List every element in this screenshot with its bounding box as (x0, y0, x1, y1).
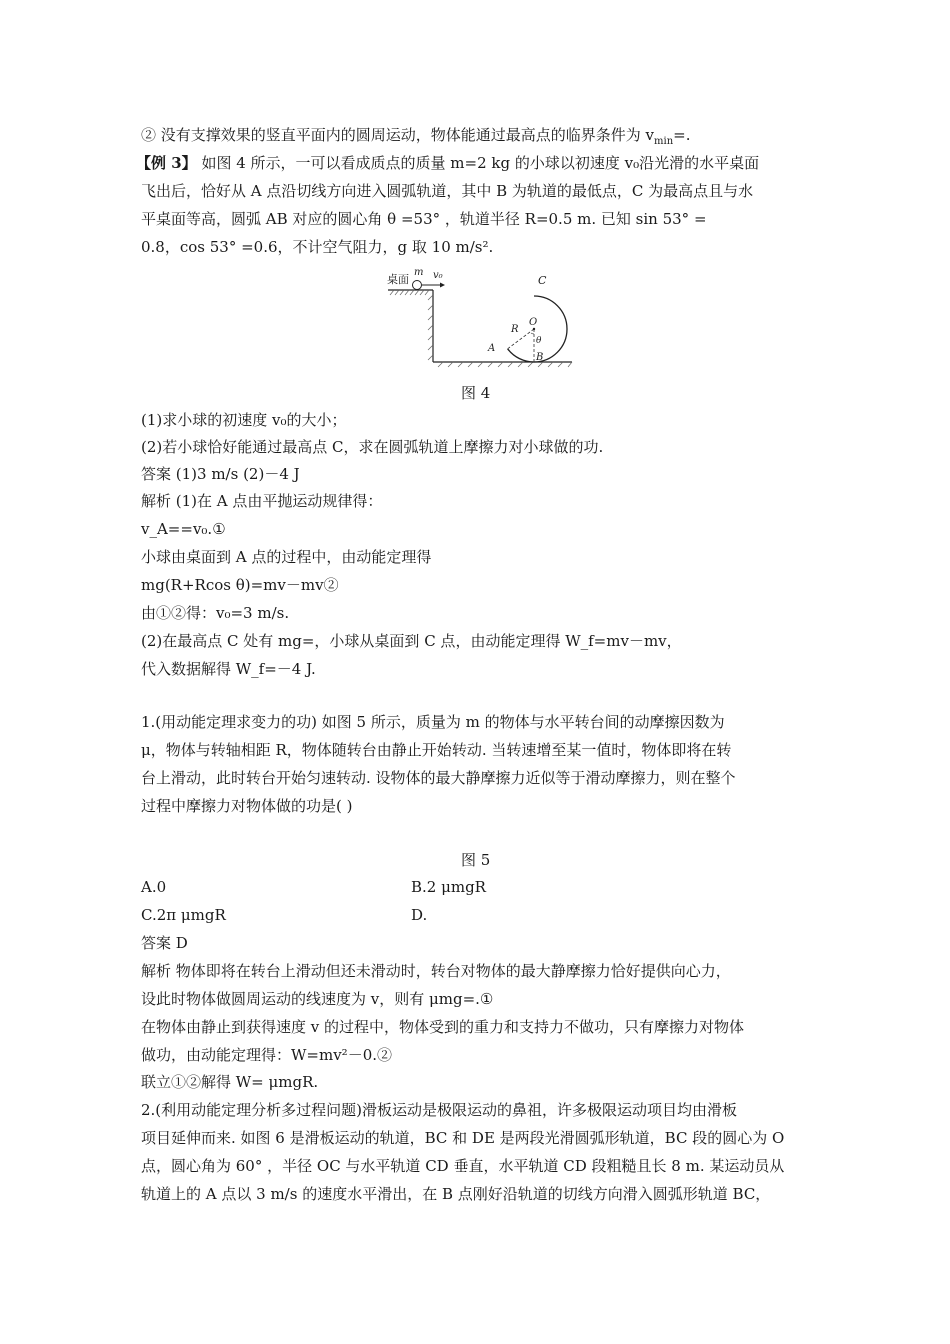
point-o-label: O (529, 317, 538, 328)
problem-1-line: 过程中摩擦力对物体做的功是( ) (141, 797, 353, 815)
question-2: (2)若小球恰好能通过最高点 C，求在圆弧轨道上摩擦力对小球做的功. (141, 438, 604, 456)
desk-label: 桌面 (387, 273, 409, 286)
text-line: 小球由桌面到 A 点的过程中，由动能定理得 (141, 548, 432, 566)
text-line: (2)在最高点 C 处有 mg=，小球从桌面到 C 点，由动能定理得 W_f=mv－mv， (141, 632, 682, 650)
problem-2-line: 2.(利用动能定理分析多过程问题)滑板运动是极限运动的鼻祖，许多极限运动项目均由滑板 (141, 1101, 738, 1119)
problem-2-line: 点，圆心角为 60° ，半径 OC 与水平轨道 CD 垂直，水平轨道 CD 段粗糙且长 8 m. 某运动员从 (141, 1157, 785, 1175)
analysis-line: 在物体由静止到获得速度 v 的过程中，物体受到的重力和支持力不做功，只有摩擦力对物体 (141, 1018, 745, 1036)
theta-label: θ (536, 336, 542, 346)
text-line: 飞出后，恰好从 A 点沿切线方向进入圆弧轨道，其中 B 为轨道的最低点，C 为最高点且与水 (141, 182, 754, 200)
point-c-label: C (538, 274, 547, 287)
option-c: C.2π μmgR (141, 906, 226, 924)
text-line: 0.8，cos 53° =0.6，不计空气阻力，g 取 10 m/s². (141, 238, 494, 256)
analysis-line: 解析 物体即将在转台上滑动但还未滑动时，转台对物体的最大静摩擦力恰好提供向心力， (141, 962, 731, 980)
analysis-line: 联立①②解得 W= μmgR. (141, 1073, 319, 1091)
equation-1: v_A==v₀.① (141, 520, 226, 538)
figure-5-caption: 图 5 (461, 851, 491, 869)
problem-2-line: 轨道上的 A 点以 3 m/s 的速度水平滑出，在 B 点刚好沿轨道的切线方向滑入圆弧形轨道 BC， (141, 1185, 771, 1203)
mass-label: m (414, 267, 424, 278)
figure-4-caption: 图 4 (461, 384, 491, 402)
equation-2: mg(R+Rcos θ)=mv－mv② (141, 576, 339, 594)
radius-label: R (511, 324, 519, 335)
text-line: 平桌面等高，圆弧 AB 对应的圆心角 θ =53° ，轨道半径 R=0.5 m. 已知 sin 53° = (141, 210, 707, 228)
option-b: B.2 μmgR (411, 878, 486, 896)
problem-1-line: 1.(用动能定理求变力的功) 如图 5 所示，质量为 m 的物体与水平转台间的动摩擦因数为 (141, 713, 725, 731)
text-line: 由①②得：v₀=3 m/s. (141, 604, 290, 622)
analysis-line: 做功，由动能定理得：W=mv²－0.② (141, 1046, 393, 1064)
text-line: 代入数据解得 W_f=－4 J. (141, 660, 316, 678)
problem-2-line: 项目延伸而来. 如图 6 是滑板运动的轨道，BC 和 DE 是两段光滑圆弧形轨道，BC 段的圆心为 O (141, 1129, 785, 1147)
option-d: D. (411, 906, 428, 924)
figure-4-diagram (380, 262, 580, 372)
point-a-label: A (488, 343, 496, 354)
point-b-label: B (536, 352, 544, 363)
analysis-line: 设此时物体做圆周运动的线速度为 v，则有 μmg=.① (141, 990, 494, 1008)
question-1: (1)求小球的初速度 v₀的大小； (141, 411, 347, 429)
velocity-label: v₀ (433, 270, 443, 281)
example-tag: 【例 3】 (136, 154, 197, 172)
example-3-intro: 【例 3】 如图 4 所示，一可以看成质点的质量 m=2 kg 的小球以初速度 v₀沿光滑的水平桌面 (136, 154, 760, 172)
problem-1-line: μ，物体与转轴相距 R，物体随转台由静止开始转动. 当转速增至某一值时，物体即将在转 (141, 741, 732, 759)
text-line: ② 没有支撑效果的竖直平面内的圆周运动，物体能通过最高点的临界条件为 $v_{min}=$. (141, 126, 691, 147)
option-a: A.0 (141, 878, 167, 896)
analysis-line: 解析 (1)在 A 点由平抛运动规律得： (141, 492, 383, 510)
answer-line: 答案 D (141, 934, 188, 952)
problem-1-line: 台上滑动，此时转台开始匀速转动. 设物体的最大静摩擦力近似等于滑动摩擦力，则在整个 (141, 769, 736, 787)
answer-line: 答案 (1)3 m/s (2)－4 J (141, 465, 300, 483)
